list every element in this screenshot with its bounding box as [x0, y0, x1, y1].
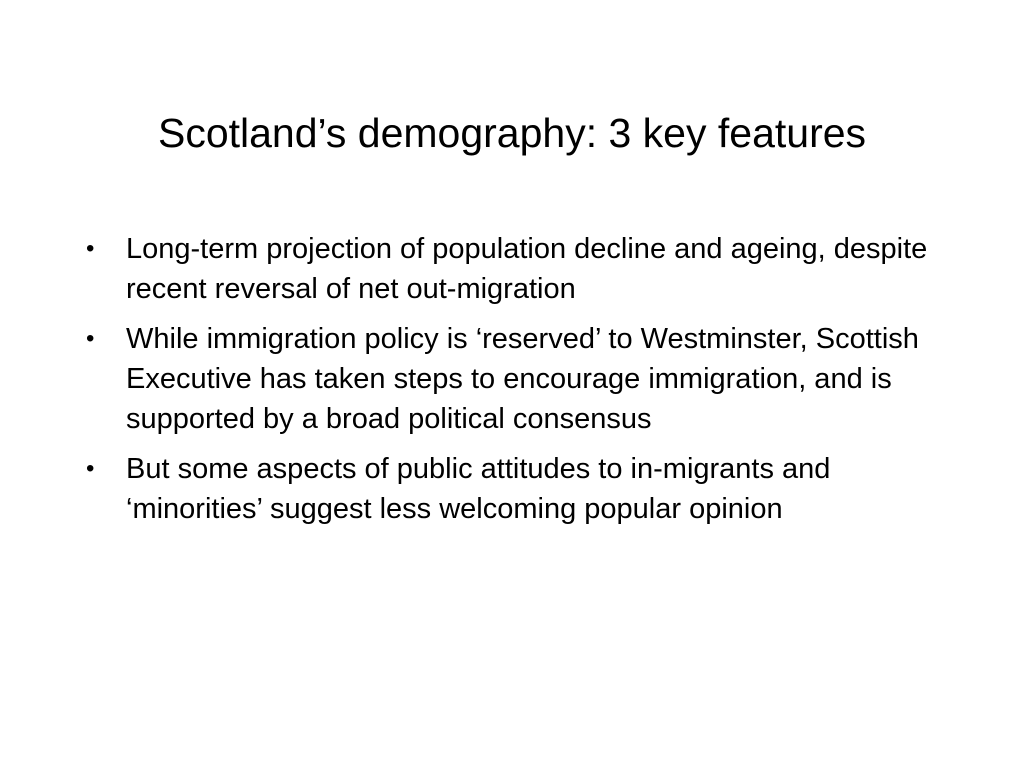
bullet-text: But some aspects of public attitudes to in-migrants and ‘minorities’ suggest less welcoming popular opinion [126, 453, 831, 525]
bullet-text: While immigration policy is ‘reserved’ to Westminster, Scottish Executive has taken steps to encourage immigration, and is supported by a broad political consensus [126, 323, 919, 435]
bullet-text: Long-term projection of population decline and ageing, despite recent reversal of net out-migration [126, 233, 928, 305]
bullet-icon: • [86, 325, 95, 352]
bullet-icon: • [86, 455, 95, 482]
bullet-icon: • [86, 235, 95, 262]
bullet-item [86, 319, 956, 439]
bullet-item [86, 449, 956, 529]
slide-title: Scotland’s demography: 3 key features [157, 110, 867, 156]
bullet-list [86, 229, 956, 539]
bullet-item [86, 229, 956, 309]
